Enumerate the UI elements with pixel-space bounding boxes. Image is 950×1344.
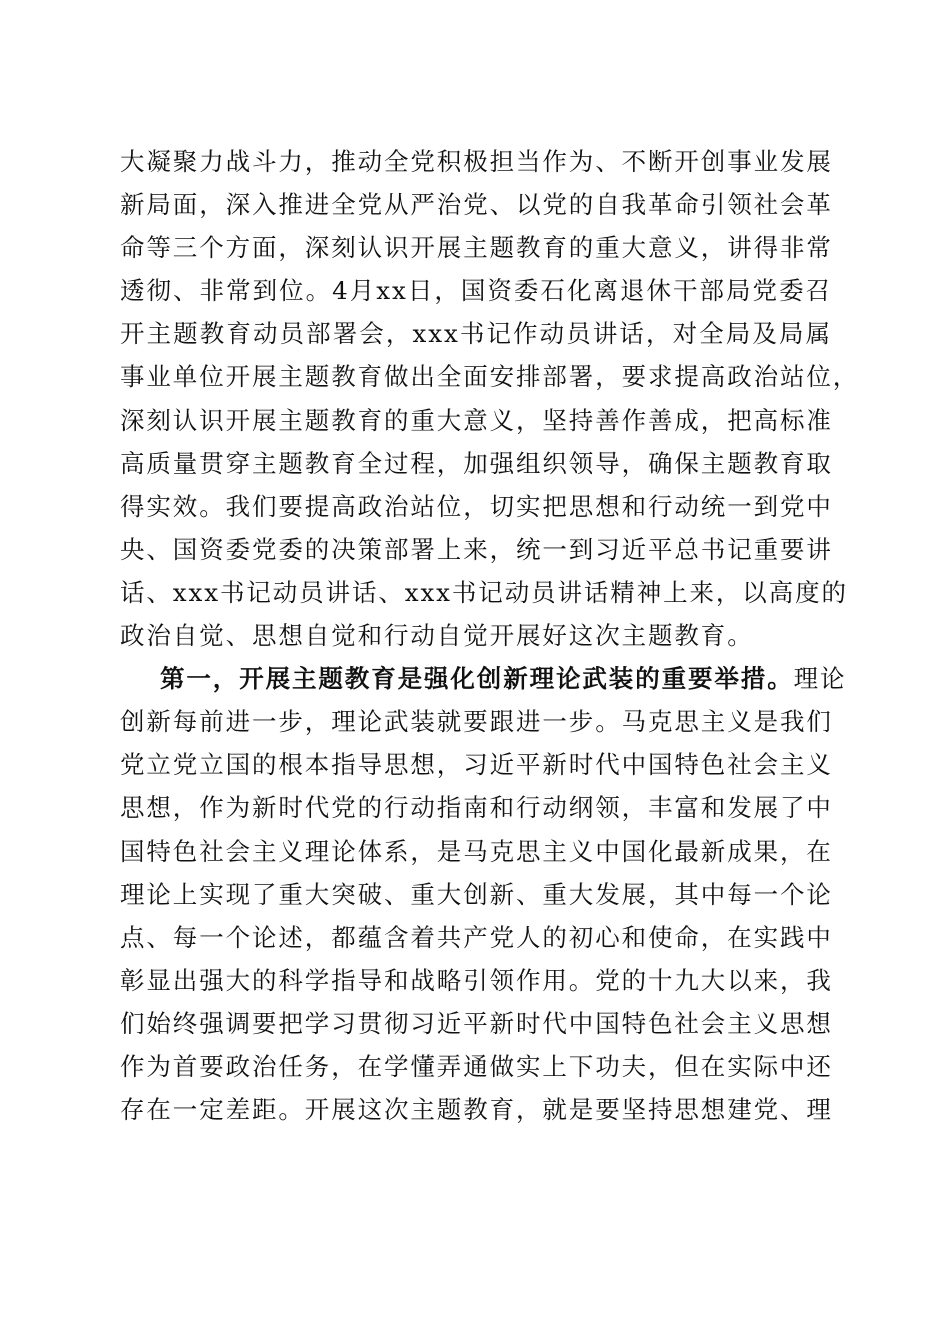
paragraph-2-lead-sentence: 第一，开展主题教育是强化创新理论武装的重要举措。: [160, 664, 794, 694]
text-line: 创新每前进一步，理论武装就要跟进一步。马克思主义是我们: [120, 707, 833, 737]
text-line: 国特色社会主义理论体系，是马克思主义中国化最新成果，在: [120, 836, 833, 866]
text-line: 深刻认识开展主题教育的重大意义，坚持善作善成，把高标准: [120, 405, 833, 435]
text-line: 话、xxx书记动员讲话、xxx书记动员讲话精神上来，以高度的: [120, 577, 848, 607]
paragraph-2-first-line-rest: 理论: [793, 664, 847, 694]
text-line: 作为首要政治任务，在学懂弄通做实上下功夫，但在实际中还: [120, 1051, 833, 1081]
text-line: 们始终强调要把学习贯彻习近平新时代中国特色社会主义思想: [120, 1008, 833, 1038]
text-line: 透彻、非常到位。4月xx日，国资委石化离退休干部局党委召: [120, 276, 832, 306]
text-line: 得实效。我们要提高政治站位，切实把思想和行动统一到党中: [120, 491, 833, 521]
text-line: 新局面，深入推进全党从严治党、以党的自我革命引领社会革: [120, 190, 833, 220]
text-line: 命等三个方面，深刻认识开展主题教育的重大意义，讲得非常: [120, 233, 833, 263]
text-line: 政治自觉、思想自觉和行动自觉开展好这次主题教育。: [120, 621, 754, 651]
text-line: 党立党立国的根本指导思想，习近平新时代中国特色社会主义: [120, 750, 833, 780]
text-line: 央、国资委党委的决策部署上来，统一到习近平总书记重要讲: [120, 534, 833, 564]
paragraph-2-first-line: [120, 657, 847, 700]
text-line: 点、每一个论述，都蕴含着共产党人的初心和使命，在实践中: [120, 922, 833, 952]
document-body: [120, 140, 860, 1131]
text-line: 事业单位开展主题教育做出全面安排部署，要求提高政治站位，: [120, 362, 860, 392]
text-line: 开主题教育动员部署会，xxx书记作动员讲话，对全局及局属: [120, 319, 832, 349]
text-line: 存在一定差距。开展这次主题教育，就是要坚持思想建党、理: [120, 1095, 833, 1125]
text-line: 思想，作为新时代党的行动指南和行动纲领，丰富和发展了中: [120, 793, 833, 823]
text-line: 彰显出强大的科学指导和战略引领作用。党的十九大以来，我: [120, 965, 833, 995]
text-line: 大凝聚力战斗力，推动全党积极担当作为、不断开创事业发展: [120, 147, 833, 176]
paragraph-2: [120, 657, 847, 1131]
text-line: 理论上实现了重大突破、重大创新、重大发展，其中每一个论: [120, 879, 833, 909]
text-line: 高质量贯穿主题教育全过程，加强组织领导，确保主题教育取: [120, 448, 833, 478]
paragraph-1: [120, 140, 860, 657]
